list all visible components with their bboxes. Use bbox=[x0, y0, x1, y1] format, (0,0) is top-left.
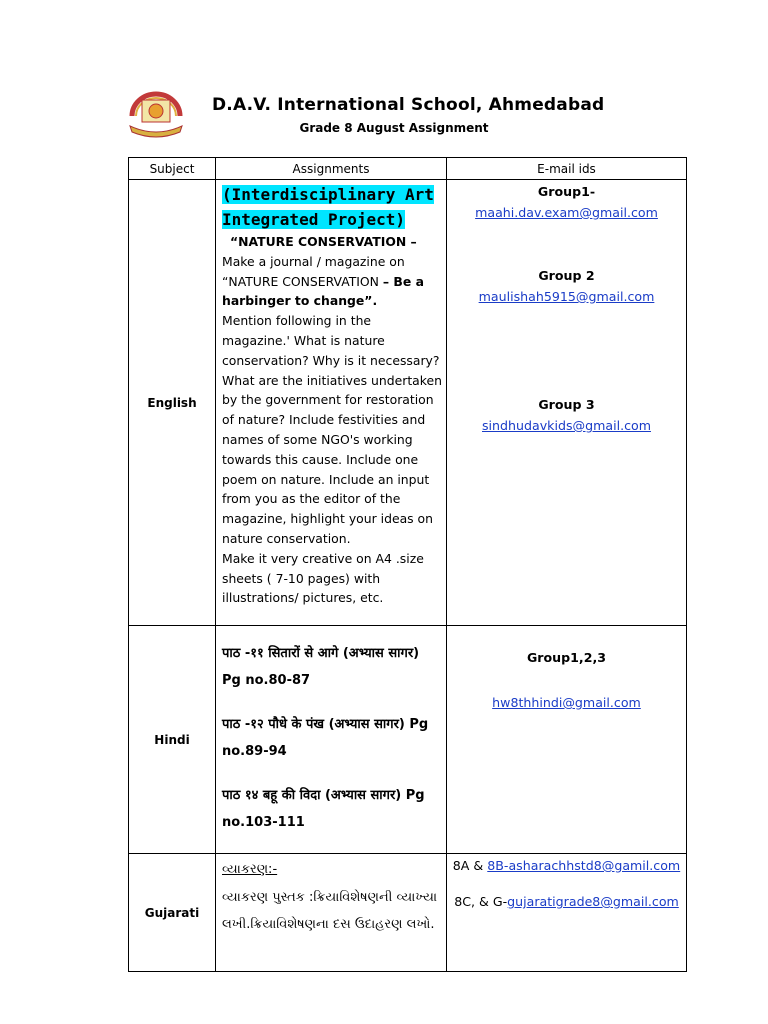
table-row-gujarati bbox=[129, 854, 687, 972]
assignments-column-header: Assignments bbox=[216, 158, 447, 180]
english-group1-label: Group1- bbox=[537, 184, 596, 199]
gujarati-email2-link[interactable]: gujaratigrade8@gmail.com bbox=[507, 894, 679, 909]
table-row-hindi bbox=[129, 626, 687, 854]
gujarati-emails bbox=[447, 854, 687, 972]
hindi-email[interactable]: hw8thhindi@gmail.com bbox=[492, 695, 641, 710]
english-task-bold: – Be a harbinger to change”. bbox=[222, 273, 424, 309]
subject-gujarati: Gujarati bbox=[129, 854, 216, 972]
english-group3-email[interactable]: sindhudavkids@gmail.com bbox=[482, 418, 651, 433]
english-task-line1: Make a journal / magazine on bbox=[222, 253, 405, 269]
hindi-lesson-2: पाठ -१२ पौधे के पंख (अभ्यास सागर) Pg no.89-94 bbox=[222, 717, 429, 759]
gujarati-email1-link[interactable]: 8B-asharachhstd8@gamil.com bbox=[487, 858, 681, 873]
english-group1-email[interactable]: maahi.dav.exam@gmail.com bbox=[475, 205, 658, 220]
gujarati-email2-prefix: 8C, & G- bbox=[454, 894, 508, 909]
english-topic: “NATURE CONSERVATION – bbox=[230, 234, 417, 249]
subject-hindi: Hindi bbox=[129, 626, 216, 854]
english-details: Mention following in the magazine.' What is nature conservation? Why is it necessary? What are the initiatives undertaken by the government for restoration of nature? Include festivities and names of some NGO's working towards this cause. Include one poem on nature. Include an input from you as the editor of the magazine, highlight your ideas on nature conservation. bbox=[222, 313, 442, 546]
english-group2-email[interactable]: maulishah5915@gmail.com bbox=[478, 289, 655, 304]
english-task bbox=[222, 272, 442, 312]
gujarati-email2 bbox=[447, 892, 686, 912]
gujarati-body: વ્યાકરણ પુસ્તક :ક્રિયાવિશેષણની વ્યાખ્યા લખી.ક્રિયાવિશેષણના દસ ઉદાહરણ લખો. bbox=[222, 889, 438, 932]
english-group2-label: Group 2 bbox=[538, 268, 595, 283]
gujarati-email1-prefix: 8A & bbox=[452, 858, 488, 873]
gujarati-email1 bbox=[447, 856, 686, 876]
assignment-subtitle: Grade 8 August Assignment bbox=[299, 121, 489, 135]
hindi-group-label: Group1,2,3 bbox=[526, 650, 607, 665]
english-emails bbox=[447, 180, 687, 626]
table-row-english bbox=[129, 180, 687, 626]
subject-english: English bbox=[129, 180, 216, 626]
english-assignment bbox=[216, 180, 447, 626]
school-title: D.A.V. International School, Ahmedabad bbox=[212, 95, 605, 115]
english-closing: Make it very creative on A4 .size sheets ( 7-10 pages) with illustrations/ pictures, etc. bbox=[222, 550, 424, 606]
hindi-lesson-1: पाठ -११ सितारों से आगे (अभ्यास सागर) Pg no.80-87 bbox=[222, 646, 420, 688]
gujarati-assignment bbox=[216, 854, 447, 972]
english-group3-label: Group 3 bbox=[538, 397, 595, 412]
hindi-assignment bbox=[216, 626, 447, 854]
subject-column-header: Subject bbox=[129, 158, 216, 180]
emails-column-header: E-mail ids bbox=[447, 158, 687, 180]
english-task-line2: “NATURE CONSERVATION bbox=[222, 273, 379, 289]
assignment-table bbox=[128, 157, 687, 972]
table-header-row bbox=[129, 158, 687, 180]
gujarati-heading: વ્યાકરણ:- bbox=[222, 862, 278, 877]
hindi-lesson-3: पाठ १४ बहू की विदा (अभ्यास सागर) Pg no.103-111 bbox=[222, 788, 425, 830]
hindi-emails bbox=[447, 626, 687, 854]
project-highlight: (Interdisciplinary Art Integrated Project) bbox=[222, 185, 434, 229]
